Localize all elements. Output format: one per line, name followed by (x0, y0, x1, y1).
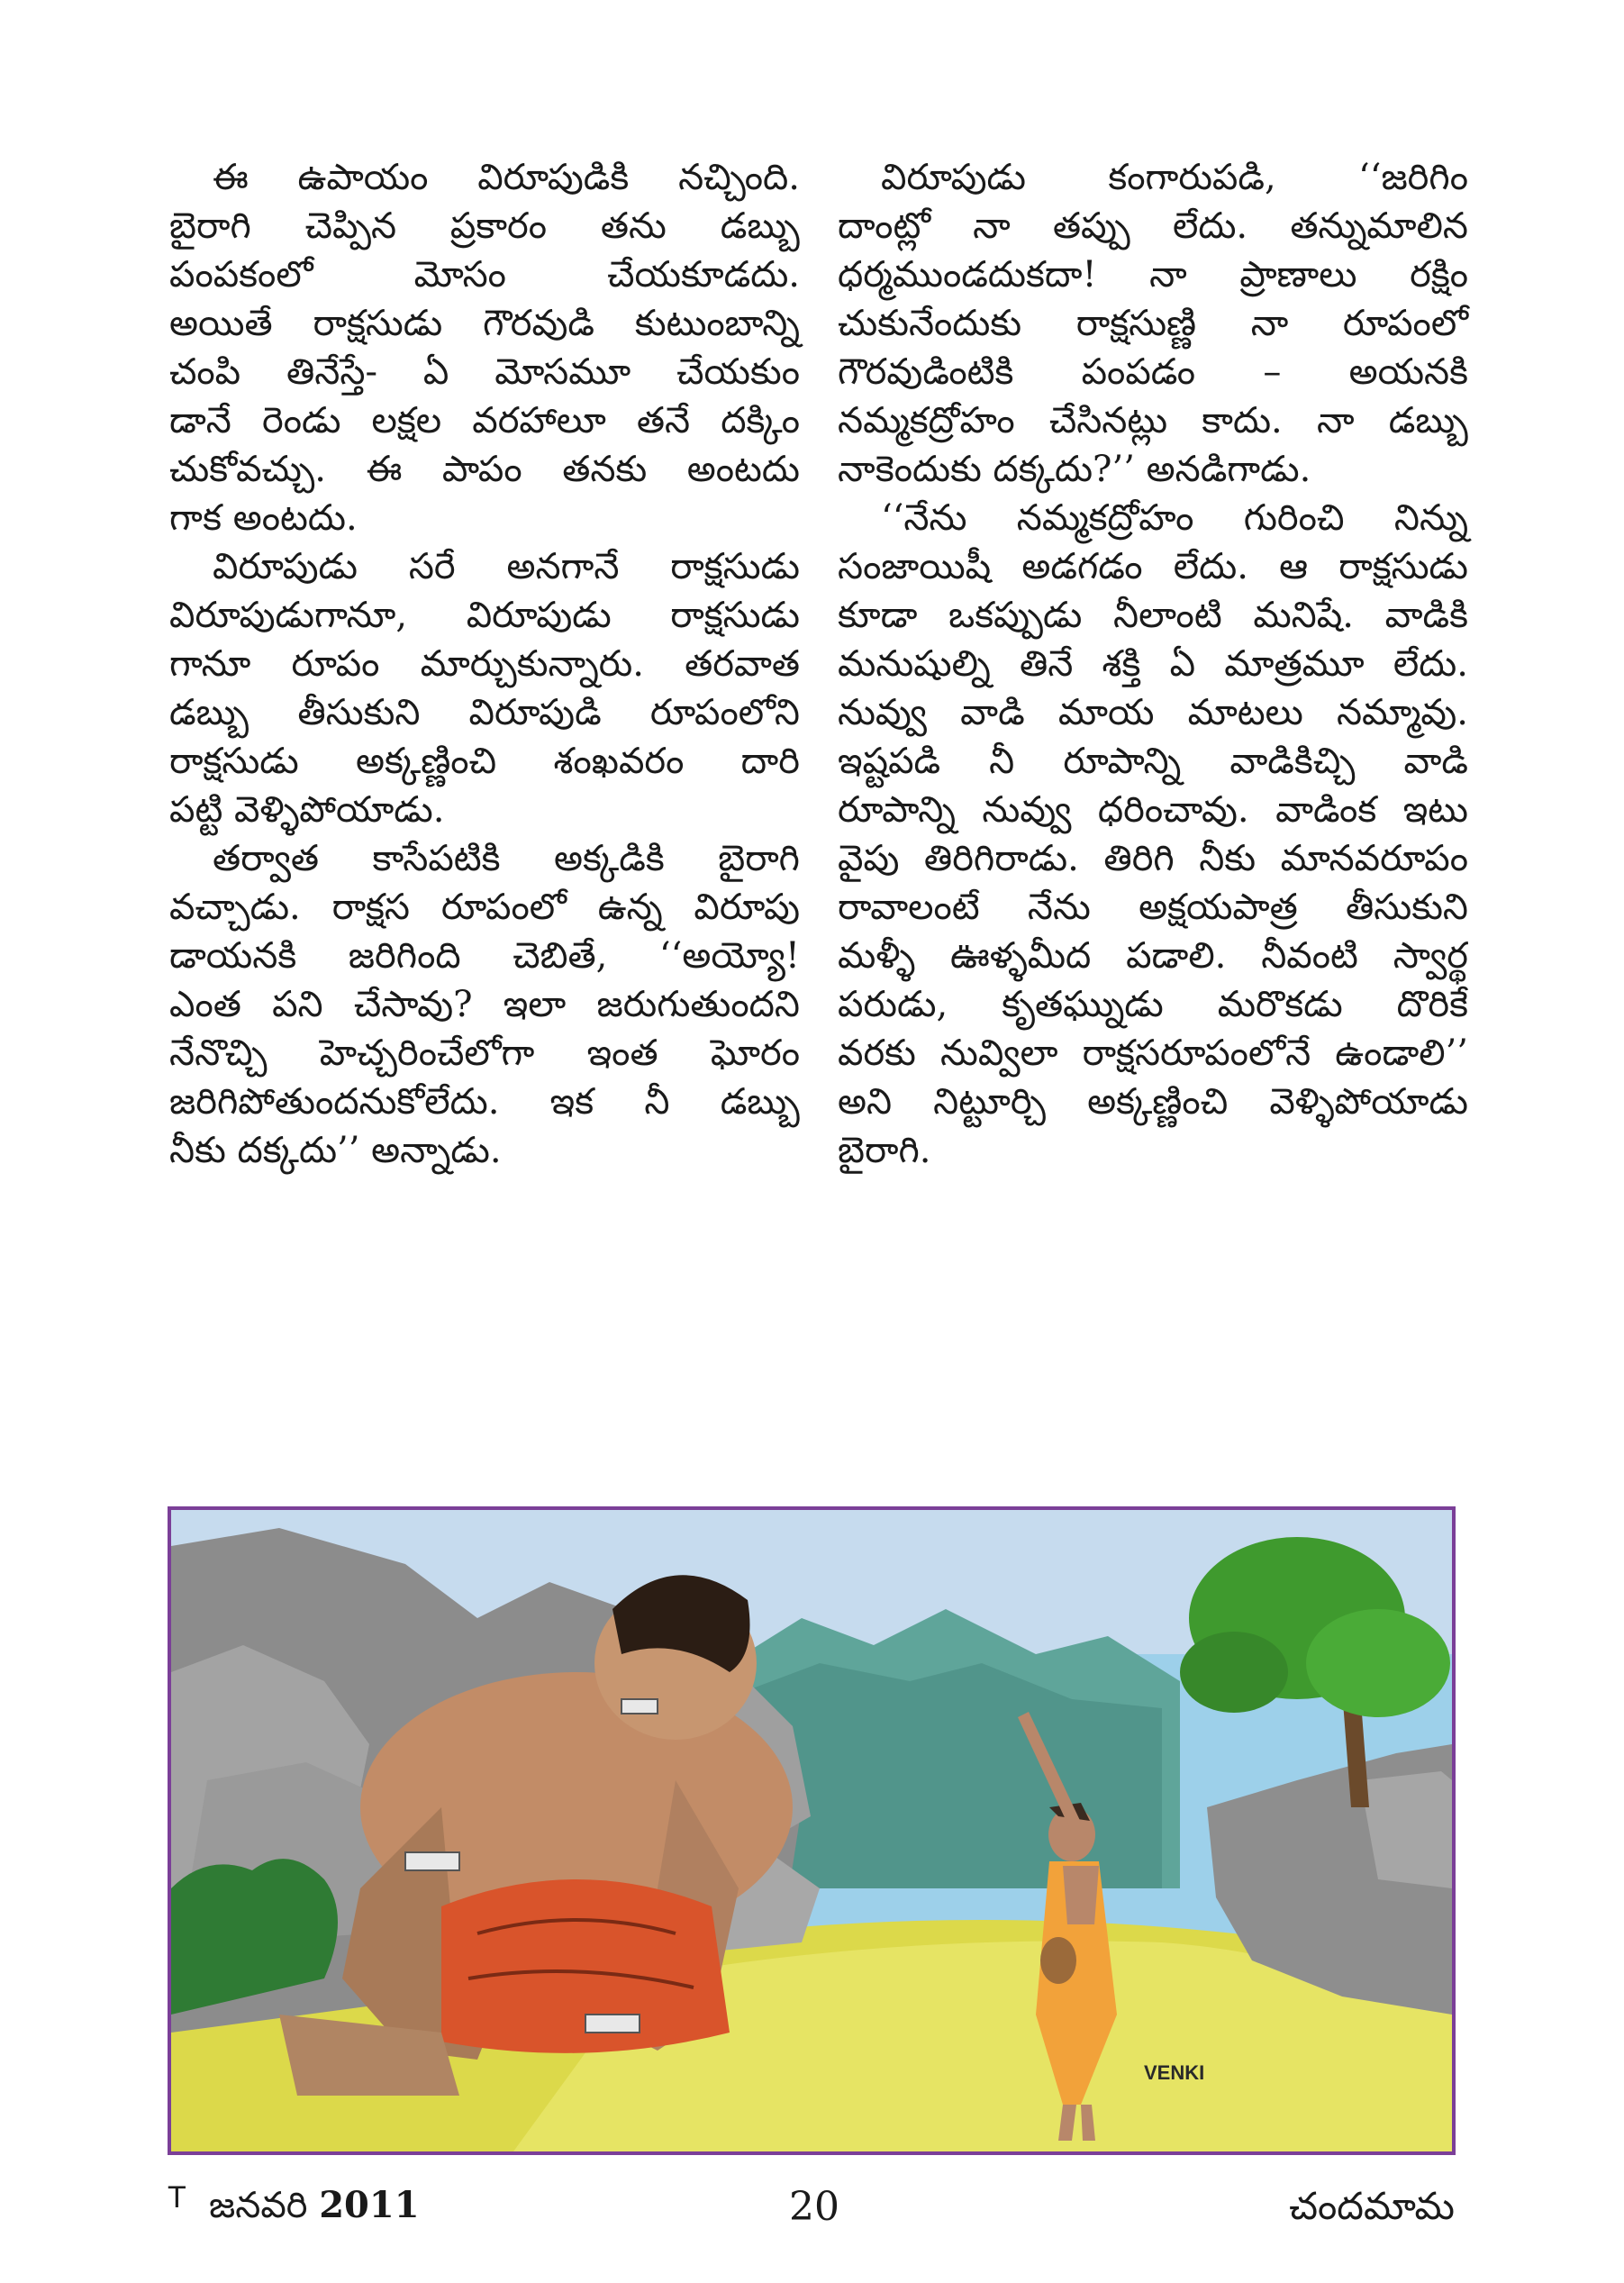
text-line: డాయనకి జరిగింది చెబితే, ‘‘అయ్యో! (169, 935, 800, 977)
text-line: వైపు తిరిగిరాడు. తిరిగి నీకు మానవరూపం (838, 838, 1468, 879)
text-line: చుకునేందుకు రాక్షసుణ్ణి నా రూపంలో (838, 303, 1468, 344)
footer-date (209, 2184, 420, 2235)
text-line: దాంట్లో నా తప్పు లేదు. తన్నుమాలిన (838, 205, 1468, 247)
text-line: అయితే రాక్షసుడు గౌరవుడి కుటుంబాన్ని (169, 303, 800, 344)
text-line: తర్వాత కాసేపటికి అక్కడికి బైరాగి (213, 838, 800, 879)
illustration-drawing (171, 1510, 1452, 2151)
text-line: ‘‘నేను నమ్మకద్రోహం గురించి నిన్ను (881, 497, 1468, 539)
text-line: విరూపుడుగానూ, విరూపుడు రాక్షసుడు (169, 595, 800, 636)
story-illustration (168, 1506, 1456, 2155)
text-line: కూడా ఒకప్పుడు నీలాంటి మనిషే. వాడికి (838, 595, 1468, 636)
text-line: చంపి తినేస్తే- ఏ మోసమూ చేయకుం (169, 351, 800, 393)
magazine-name: చందమామ (1289, 2184, 1455, 2228)
text-line: ధర్మముండదుకదా! నా ప్రాణాలు రక్షిం (838, 254, 1468, 296)
page-number: 20 (789, 2184, 839, 2230)
text-line: రావాలంటే నేను అక్షయపాత్ర తీసుకుని (838, 887, 1468, 928)
text-line: జరిగిపోతుందనుకోలేదు. ఇక నీ డబ్బు (169, 1081, 800, 1123)
text-line: చుకోవచ్చు. ఈ పాపం తనకు అంటదు (169, 449, 800, 490)
text-line: నీకు దక్కదు’’ అన్నాడు. (169, 1130, 502, 1171)
text-line: మనుషుల్ని తినే శక్తి ఏ మాత్రమూ లేదు. (838, 643, 1468, 685)
text-line: విరూపుడు కంగారుపడి, ‘‘జరిగిం (881, 157, 1468, 198)
text-line: పంపకంలో మోసం చేయకూడదు. (169, 254, 800, 296)
page-footer (0, 2171, 1624, 2243)
artist-signature: VENKI (1144, 2061, 1205, 2084)
text-line: నమ్మకద్రోహం చేసినట్లు కాదు. నా డబ్బు (838, 400, 1468, 441)
text-line: వరకు నువ్విలా రాక్షసరూపంలోనే ఉండాలి’’ (838, 1032, 1468, 1074)
text-line: ఈ ఉపాయం విరూపుడికి నచ్చింది. (213, 157, 800, 198)
text-line: పట్టి వెళ్ళిపోయాడు. (169, 789, 445, 831)
text-line: విరూపుడు సరే అనగానే రాక్షసుడు (213, 546, 800, 587)
left-text-column (169, 153, 800, 1175)
text-line: ఎంత పని చేసావు? ఇలా జరుగుతుందని (169, 984, 800, 1025)
text-line: బైరాగి. (838, 1130, 931, 1171)
text-line: మళ్ళీ ఊళ్ళమీద పడాలి. నీవంటి స్వార్థ (838, 935, 1468, 977)
text-line: నాకెందుకు దక్కదు?’’ అనడిగాడు. (838, 449, 1311, 490)
footer-year: 2011 (319, 2184, 420, 2226)
text-line: సంజాయిషీ అడగడం లేదు. ఆ రాక్షసుడు (838, 546, 1468, 587)
right-text-column (838, 153, 1468, 1175)
text-line: అని నిట్టూర్చి అక్కణ్ణించి వెళ్ళిపోయాడు (838, 1081, 1468, 1123)
text-line: రాక్షసుడు అక్కణ్ణించి శంఖవరం దారి (169, 741, 800, 782)
text-line: పరుడు, కృతఘ్నుడు మరొకడు దొరికే (838, 984, 1468, 1025)
text-line: రూపాన్ని నువ్వు ధరించావు. వాడింక ఇటు (838, 789, 1468, 831)
text-line: బైరాగి చెప్పిన ప్రకారం తను డబ్బు (169, 205, 800, 247)
footer-mark: T (168, 2180, 186, 2215)
text-line: గాక అంటదు. (169, 497, 358, 539)
text-line: నేనొచ్చి హెచ్చరించేలోగా ఇంత ఘోరం (169, 1032, 800, 1074)
footer-month: జనవరి (209, 2185, 308, 2226)
text-line: నువ్వు వాడి మాయ మాటలు నమ్మావు. (838, 692, 1468, 733)
text-line: గానూ రూపం మార్చుకున్నారు. తరవాత (169, 643, 800, 685)
text-line: వచ్చాడు. రాక్షస రూపంలో ఉన్న విరూపు (169, 887, 800, 928)
text-line: గౌరవుడింటికి పంపడం – అయనకి (838, 351, 1468, 393)
text-line: ఇష్టపడి నీ రూపాన్ని వాడికిచ్చి వాడి (838, 741, 1468, 782)
text-line: డబ్బు తీసుకుని విరూపుడి రూపంలోని (169, 692, 800, 733)
text-line: డానే రెండు లక్షల వరహాలూ తనే దక్కిం (169, 400, 800, 441)
